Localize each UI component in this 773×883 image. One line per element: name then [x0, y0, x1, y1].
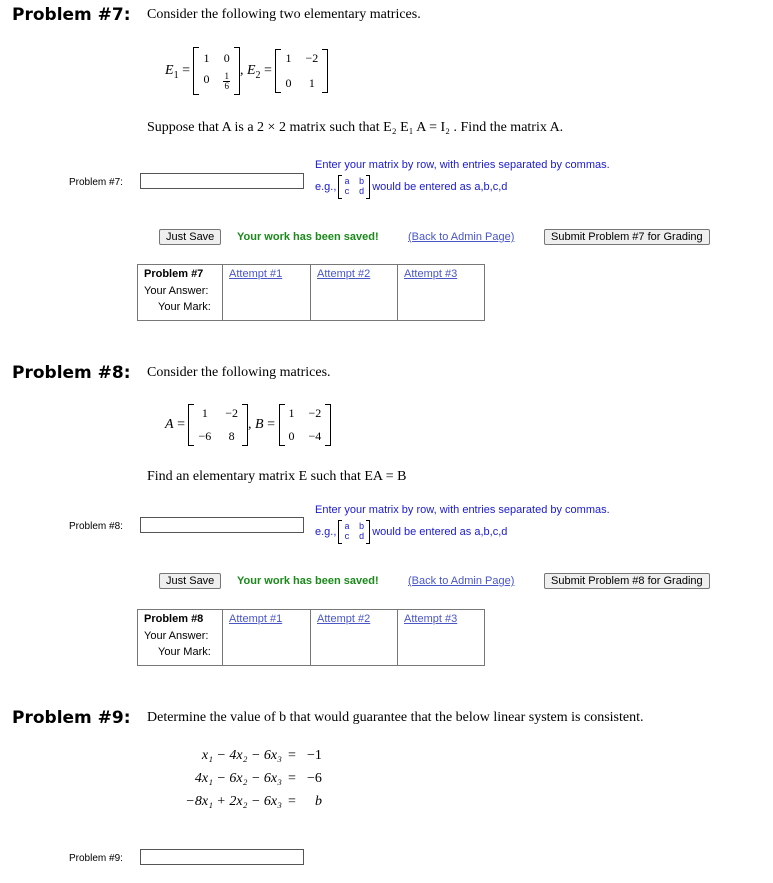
a-22: 8 — [228, 429, 235, 443]
problem-7-matrices: $E_1$ = 1 0 0 $\frac{1}{6}$ , $E_2$ = 1 −2 0 1 — [165, 47, 328, 95]
problem-8-matrices: A = 1 −2 −6 8 , B = 1 −2 0 −4 — [165, 404, 331, 446]
e1-b: 0 — [223, 51, 230, 65]
problem-7-table-head: Problem #7 — [144, 268, 204, 280]
e1-d-fraction: $\frac{1}{6}$ — [224, 71, 229, 91]
e2-label: $E_2$ — [246, 63, 261, 82]
problem-7-attempt-3[interactable]: Attempt #3 — [404, 268, 458, 280]
problem-7-example: e.g., a b c d would be entered as a,b,c,d — [315, 177, 508, 197]
b-12: −2 — [308, 406, 322, 420]
problem-8-attempts-table — [137, 609, 485, 666]
problem-7-attempt-1[interactable]: Attempt #1 — [229, 268, 283, 280]
example-matrix: a b c d — [338, 520, 370, 544]
b-21: 0 — [288, 429, 295, 443]
problem-9-answer-input[interactable] — [140, 849, 304, 865]
problem-9-title: Problem #9: — [12, 708, 131, 728]
equation-rhs: b — [315, 794, 322, 809]
your-mark-label: Your Mark: — [158, 301, 211, 313]
e2-b: −2 — [305, 51, 319, 65]
a-11: 1 — [201, 406, 208, 420]
problem-7-just-save-button[interactable]: Just Save — [159, 229, 221, 245]
problem-7-admin-link[interactable]: (Back to Admin Page) — [408, 231, 515, 243]
problem-9-label: Problem #9: — [69, 853, 123, 864]
problem-7-saved-message: Your work has been saved! — [237, 231, 379, 243]
b-22: −4 — [308, 429, 322, 443]
problem-7-statement: Consider the following two elementary matrices. — [147, 7, 421, 22]
problem-8-saved-message: Your work has been saved! — [237, 575, 379, 587]
b-label: B — [255, 417, 264, 433]
your-answer-label: Your Answer: — [144, 285, 209, 297]
equation-lhs: −8x₁ + 2x₂ − 6x₃ — [185, 794, 282, 809]
e1-label: $E_1$ — [165, 63, 179, 82]
e2-c: 0 — [285, 76, 292, 90]
problem-7-question: Suppose that A is a 2 × 2 matrix such that E₂ E₁ A = I₂ . Find the matrix A. — [147, 120, 564, 135]
equation-lhs: x₁ − 4x₂ − 6x₃ — [201, 748, 282, 763]
problem-8-attempt-1[interactable]: Attempt #1 — [229, 613, 283, 625]
problem-7-hint: Enter your matrix by row, with entries separated by commas. — [315, 159, 610, 171]
e2-d: 1 — [308, 76, 315, 90]
problem-8-submit-button[interactable]: Submit Problem #8 for Grading — [544, 573, 710, 589]
equation-equals: = — [288, 794, 296, 809]
problem-8-just-save-button[interactable]: Just Save — [159, 573, 221, 589]
problem-8-question: Find an elementary matrix E such that EA = B — [147, 469, 407, 484]
problem-8-label: Problem #8: — [69, 521, 123, 532]
your-mark-label: Your Mark: — [158, 646, 211, 658]
e1-c: 0 — [203, 72, 210, 86]
linear-system — [157, 748, 327, 817]
problem-8-hint: Enter your matrix by row, with entries separated by commas. — [315, 504, 610, 516]
problem-7-title: Problem #7: — [12, 5, 131, 25]
a-label: A — [165, 417, 174, 433]
your-answer-label: Your Answer: — [144, 630, 209, 642]
problem-8-title: Problem #8: — [12, 363, 131, 383]
equation-equals: = — [288, 748, 296, 763]
equation-row — [157, 748, 327, 771]
b-matrix — [279, 404, 332, 446]
problem-8-admin-link[interactable]: (Back to Admin Page) — [408, 575, 515, 587]
equation-lhs: 4x₁ − 6x₂ − 6x₃ — [194, 771, 282, 786]
problem-8-table-head: Problem #8 — [144, 613, 204, 625]
b-11: 1 — [288, 406, 295, 420]
equation-row — [157, 771, 327, 794]
problem-7-answer-input[interactable] — [140, 173, 304, 189]
example-matrix: a b c d — [338, 175, 370, 199]
a-21: −6 — [198, 429, 212, 443]
problem-9-statement: Determine the value of b that would guarantee that the below linear system is consistent. — [147, 710, 644, 725]
e2-matrix — [275, 49, 328, 93]
problem-7-submit-button[interactable]: Submit Problem #7 for Grading — [544, 229, 710, 245]
e1-matrix — [193, 47, 240, 95]
problem-8-attempt-2[interactable]: Attempt #2 — [317, 613, 371, 625]
a-12: −2 — [225, 406, 239, 420]
problem-8-attempt-3[interactable]: Attempt #3 — [404, 613, 458, 625]
problem-7-label: Problem #7: — [69, 177, 123, 188]
problem-8-example: e.g., a b c d would be entered as a,b,c,d — [315, 522, 508, 542]
e2-a: 1 — [285, 51, 292, 65]
e1-a: 1 — [203, 51, 210, 65]
problem-8-answer-input[interactable] — [140, 517, 304, 533]
equation-equals: = — [288, 771, 296, 786]
a-matrix — [188, 404, 248, 446]
problem-8-statement: Consider the following matrices. — [147, 365, 331, 380]
equation-rhs: −1 — [307, 748, 322, 763]
problem-7-attempt-2[interactable]: Attempt #2 — [317, 268, 371, 280]
equation-row — [157, 794, 327, 817]
problem-7-attempts-table — [137, 264, 485, 321]
equation-rhs: −6 — [307, 771, 322, 786]
